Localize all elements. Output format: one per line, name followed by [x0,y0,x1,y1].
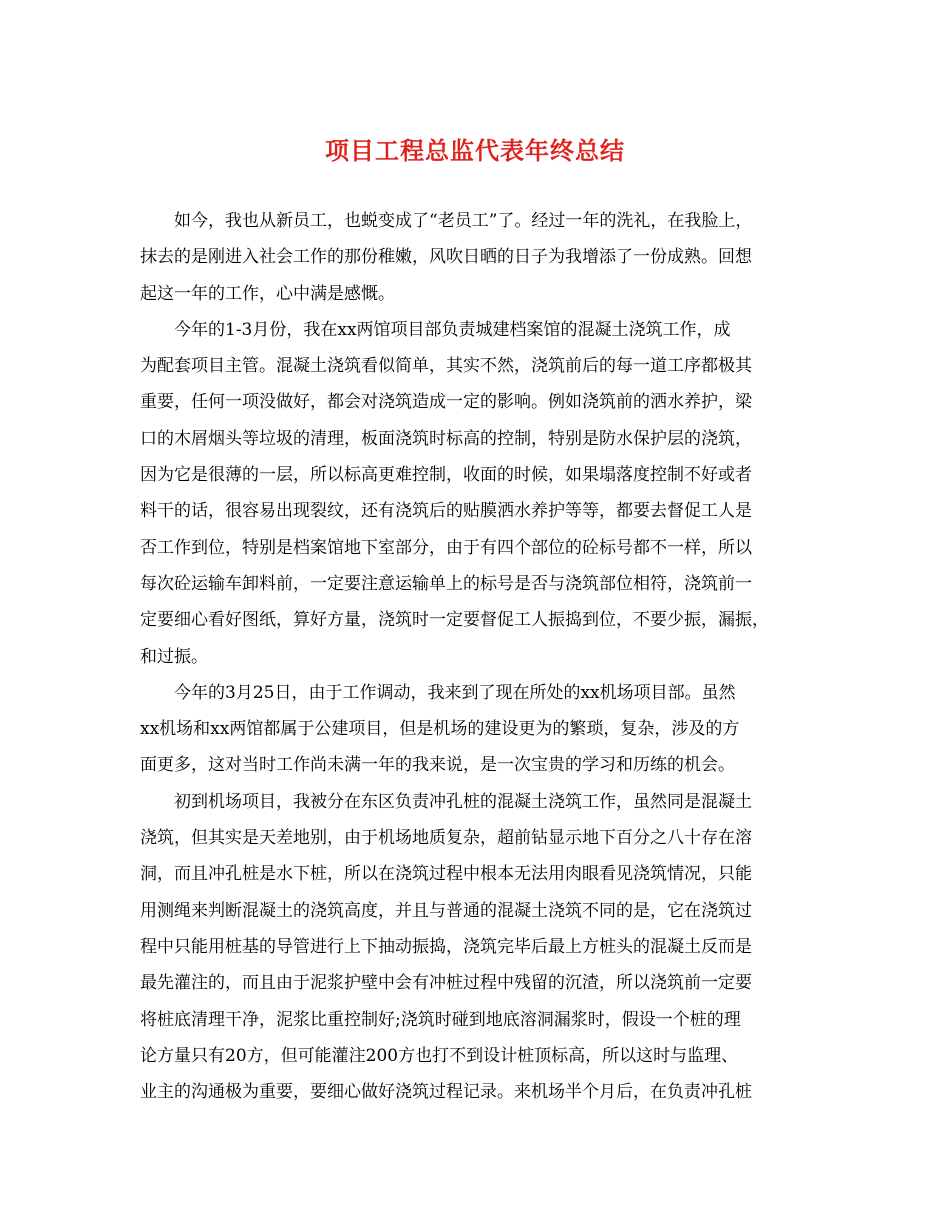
body-line: 最先灌注的，而且由于泥浆护壁中会有冲桩过程中残留的沉渣，所以浇筑前一定要 [140,973,752,994]
body-line: 口的木屑烟头等垃圾的清理，板面浇筑时标高的控制，特别是防水保护层的浇筑， [140,428,752,449]
body-line: 面更多，这对当时工作尚未满一年的我来说，是一次宝贵的学习和历练的机会。 [140,755,735,776]
body-line: 每次砼运输车卸料前，一定要注意运输单上的标号是否与浇筑部位相符，浇筑前一 [140,573,752,594]
body-line: 用测绳来判断混凝土的浇筑高度，并且与普通的混凝土浇筑不同的是，它在浇筑过 [140,900,752,921]
document-title: 项目工程总监代表年终总结 [325,137,625,165]
body-line: 洞，而且冲孔桩是水下桩，所以在浇筑过程中根本无法用肉眼看见浇筑情况，只能 [140,864,752,885]
body-line: 初到机场项目，我被分在东区负责冲孔桩的混凝土浇筑工作，虽然同是混凝土 [174,791,752,812]
document-body [140,203,816,1110]
body-line: 将桩底清理干净，泥浆比重控制好;浇筑时碰到地底溶洞漏浆时，假设一个桩的理 [140,1009,741,1030]
body-line: 业主的沟通极为重要，要细心做好浇筑过程记录。来机场半个月后，在负责冲孔桩 [140,1082,752,1103]
body-line: 因为它是很薄的一层，所以标高更难控制，收面的时候，如果塌落度控制不好或者 [140,465,752,486]
body-line: 论方量只有20方，但可能灌注200方也打不到设计桩顶标高，所以这时与监理、 [140,1045,739,1066]
body-line: 重要，任何一项没做好，都会对浇筑造成一定的影响。例如浇筑前的洒水养护，梁 [140,392,752,413]
body-line: 为配套项目主管。混凝土浇筑看似简单，其实不然，浇筑前后的每一道工序都极其 [140,356,752,377]
body-line: 定要细心看好图纸，算好方量，浇筑时一定要督促工人振捣到位，不要少振，漏振， [140,610,769,631]
body-line: 抹去的是刚进入社会工作的那份稚嫩，风吹日晒的日子为我增添了一份成熟。回想 [140,247,752,268]
body-line: 程中只能用桩基的导管进行上下抽动振捣，浇筑完毕后最上方桩头的混凝土反而是 [140,936,752,957]
body-line: 和过振。 [140,646,208,667]
body-line: 起这一年的工作，心中满是感慨。 [140,283,395,304]
body-line: 料干的话，很容易出现裂纹，还有浇筑后的贴膜洒水养护等等，都要去督促工人是 [140,501,752,522]
body-line: 否工作到位，特别是档案馆地下室部分，由于有四个部位的砼标号都不一样，所以 [140,537,752,558]
body-line: xx机场和xx两馆都属于公建项目，但是机场的建设更为的繁琐，复杂，涉及的方 [140,719,740,740]
body-line: 今年的3月25日，由于工作调动，我来到了现在所处的xx机场项目部。虽然 [174,682,736,703]
body-line: 今年的1-3月份，我在xx两馆项目部负责城建档案馆的混凝土浇筑工作，成 [174,319,731,340]
body-line: 浇筑，但其实是天差地别，由于机场地质复杂，超前钻显示地下百分之八十存在溶 [140,828,752,849]
body-line: 如今，我也从新员工，也蜕变成了“老员工”了。经过一年的洗礼，在我脸上， [174,211,753,231]
